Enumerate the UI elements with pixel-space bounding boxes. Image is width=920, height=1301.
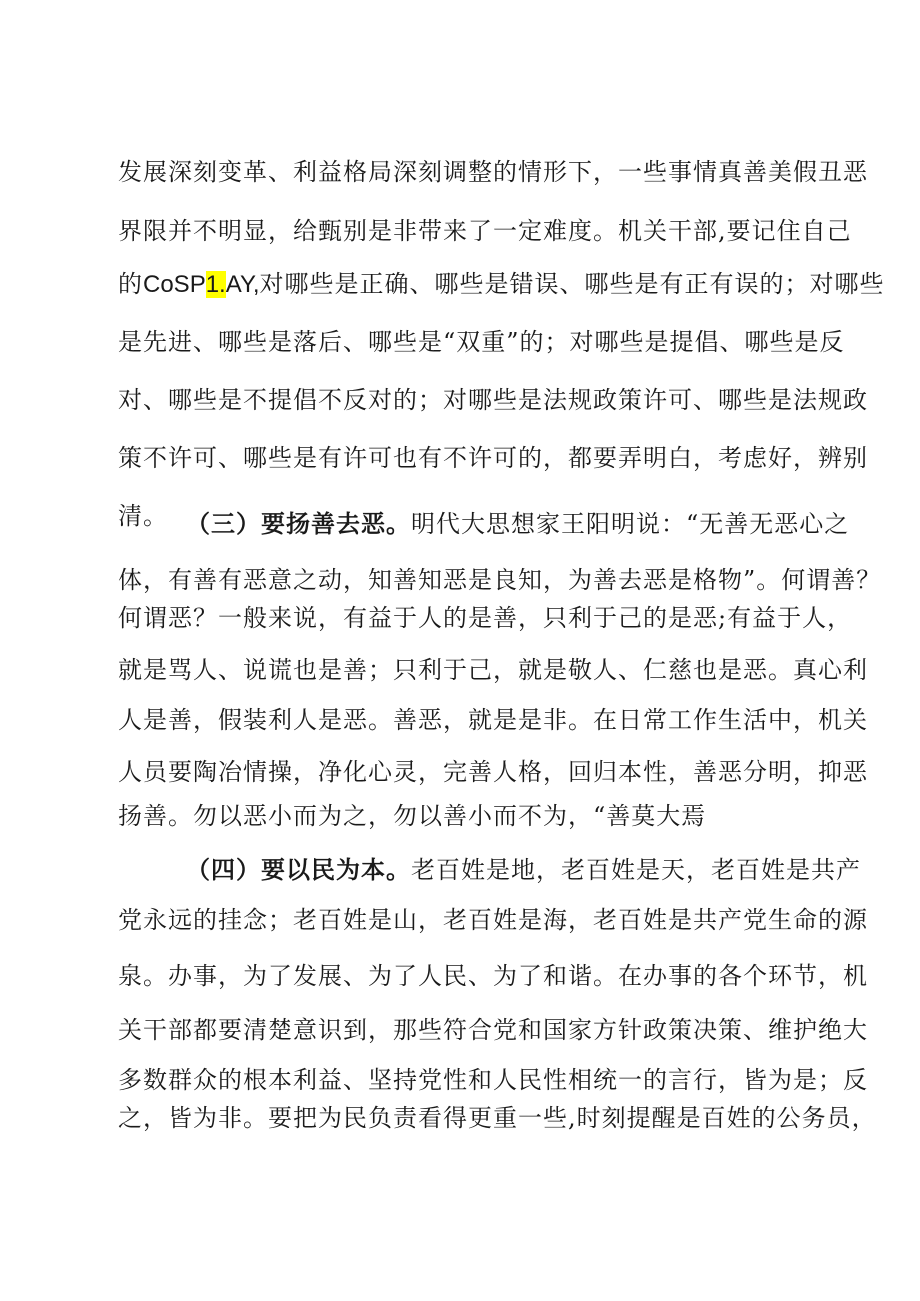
paragraph-1-line-3 <box>118 264 885 304</box>
paragraph-2-line-7: 扬善。勿以恶小而为之，勿以善小而不为，“善莫大焉 <box>118 802 707 830</box>
paragraph-2-line-1-rest: 明代大思想家王阳明说：“无善无恶心之 <box>411 510 850 538</box>
paragraph-1-line-7: 清。 <box>118 502 168 530</box>
section-heading-4: （四）要以民为本。 <box>186 855 411 884</box>
paragraph-3-line-3: 泉。办事，为了发展、为了人民、为了和谐。在办事的各个环节，机 <box>118 962 868 990</box>
paragraph-1-line-5: 对、哪些是不提倡不反对的；对哪些是法规政策许可、哪些是法规政 <box>118 386 868 414</box>
paragraph-3-line-5: 多数群众的根本利益、坚持党性和人民性相统一的言行，皆为是；反 <box>118 1066 868 1094</box>
paragraph-2-line-4: 就是骂人、说谎也是善；只利于己，就是敬人、仁慈也是恶。真心利 <box>118 656 868 684</box>
section-heading-3: （三）要扬善去恶。 <box>186 509 411 538</box>
garbled-code-text-a: CoSP <box>143 271 206 298</box>
paragraph-3-line-1 <box>186 850 861 890</box>
paragraph-2-line-3: 何谓恶？一般来说，有益于人的是善，只利于己的是恶;有益于人， <box>118 604 853 632</box>
paragraph-2-line-2: 体，有善有恶意之动，知善知恶是良知，为善去恶是格物”。何谓善？ <box>118 566 882 594</box>
garbled-code-text-b: AY, <box>225 271 260 298</box>
paragraph-1-line-2: 界限并不明显，给甄别是非带来了一定难度。机关干部,要记住自己 <box>118 217 852 245</box>
paragraph-1-line-4: 是先进、哪些是落后、哪些是“双重”的；对哪些是提倡、哪些是反 <box>118 328 845 356</box>
paragraph-3-line-6: 之，皆为非。要把为民负责看得更重一些,时刻提醒是百姓的公务员， <box>118 1104 877 1132</box>
paragraph-2-line-6: 人员要陶冶情操，净化心灵，完善人格，回归本性，善恶分明，抑恶 <box>118 758 868 786</box>
paragraph-1-line-3-prefix: 的 <box>118 270 143 298</box>
paragraph-2-line-1 <box>186 504 850 544</box>
paragraph-1-line-6: 策不许可、哪些是有许可也有不许可的，都要弄明白，考虑好，辨别 <box>118 444 868 472</box>
paragraph-3-line-1-rest: 老百姓是地，老百姓是天，老百姓是共产 <box>411 856 861 884</box>
paragraph-1-line-1: 发展深刻变革、利益格局深刻调整的情形下，一些事情真善美假丑恶 <box>118 158 868 186</box>
paragraph-2-line-5: 人是善，假装利人是恶。善恶，就是是非。在日常工作生活中，机关 <box>118 706 868 734</box>
highlighted-code-text: 1. <box>205 271 226 298</box>
paragraph-3-line-4: 关干部都要清楚意识到，那些符合党和国家方针政策决策、维护绝大 <box>118 1016 868 1044</box>
paragraph-1-line-3-rest: 对哪些是正确、哪些是错误、哪些是有正有误的；对哪些 <box>259 270 885 298</box>
paragraph-3-line-2: 党永远的挂念；老百姓是山，老百姓是海，老百姓是共产党生命的源 <box>118 906 868 934</box>
